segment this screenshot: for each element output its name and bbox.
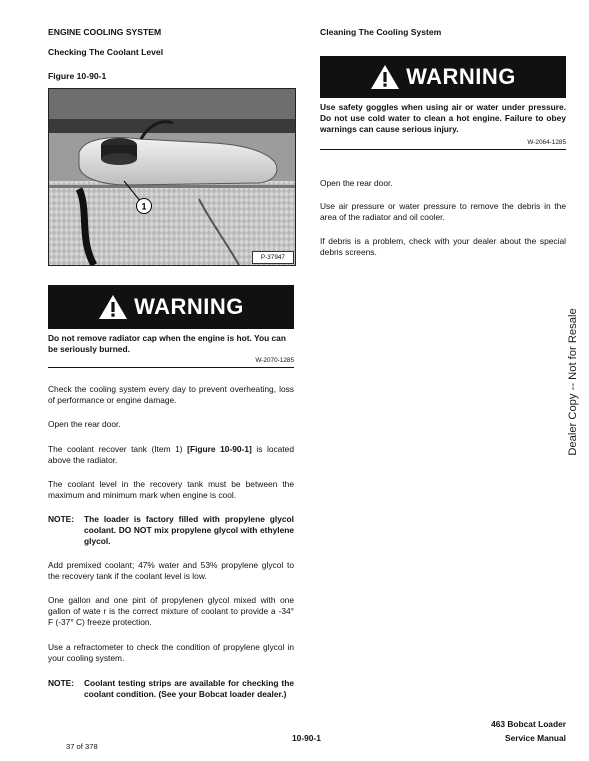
paragraph-premixed: Add premixed coolant; 47% water and 53% propylene glycol to the recovery tank if the coolant level is low.	[48, 560, 294, 582]
manual-line-1: 463 Bobcat Loader	[491, 719, 566, 729]
page-code: 10-90-1	[292, 733, 321, 743]
tank-location-text-b: is located above the radiator.	[48, 444, 294, 466]
paragraph-refractometer: Use a refractometer to check the condition of propylene glycol in your cooling system.	[48, 642, 294, 664]
warning-code: W-2070-1285	[48, 357, 294, 368]
note-text: Coolant testing strips are available for checking the coolant condition. (See your Bobcat loader dealer.)	[84, 678, 294, 700]
warning-text: Do not remove radiator cap when the engine is hot. You can be seriously burned.	[48, 333, 286, 354]
coolant-tank-figure	[48, 88, 296, 266]
page-count: 37 of 378	[66, 742, 98, 751]
section-title-right: Cleaning The Cooling System	[320, 27, 442, 37]
warning-triangle-icon	[370, 64, 400, 90]
subsection-title: Checking The Coolant Level	[48, 47, 164, 57]
paragraph-mixture: One gallon and one pint of propylenen glycol mixed with one gallon of wate r is the correct mixture of coolant to provide a -34° F (-37° C) freeze protection.	[48, 595, 294, 628]
paragraph-debris: If debris is a problem, check with your dealer about the special debris screens.	[320, 236, 566, 258]
warning-text: Use safety goggles when using air or water under pressure. Do not use cold water to clean a hot engine. Failure to obey warnings can cause serious injury.	[320, 102, 566, 134]
warning-header	[320, 56, 566, 98]
paragraph-tank-location	[48, 444, 294, 466]
warning-title: WARNING	[406, 64, 516, 89]
paragraph-open-door: Open the rear door.	[48, 419, 121, 429]
figure-reference: [Figure 10-90-1]	[187, 444, 252, 454]
tank-location-text-a: The coolant recover tank (Item 1)	[48, 444, 188, 454]
figure-code: P-37947	[252, 251, 294, 264]
note-label: NOTE:	[48, 514, 75, 524]
note-factory-fill	[48, 514, 294, 548]
warning-box-right	[320, 56, 566, 150]
callout-1: 1	[141, 201, 147, 212]
warning-header	[48, 285, 294, 329]
note-label: NOTE:	[48, 678, 75, 688]
paragraph-coolant-level: The coolant level in the recovery tank must be between the maximum and minimum mark when engine is cool.	[48, 479, 294, 501]
paragraph-air-pressure: Use air pressure or water pressure to remove the debris in the area of the radiator and oil cooler.	[320, 201, 566, 223]
warning-code: W-2064-1285	[320, 139, 566, 150]
paragraph-check: Check the cooling system every day to prevent overheating, loss of performance or engine damage.	[48, 384, 294, 406]
note-testing-strips	[48, 678, 294, 700]
warning-title: WARNING	[134, 294, 244, 319]
warning-box-left	[48, 285, 294, 368]
manual-line-2: Service Manual	[505, 733, 566, 743]
dealer-copy-watermark: Dealer Copy -- Not for Resale	[567, 308, 579, 456]
warning-triangle-icon	[98, 294, 128, 320]
figure-label: Figure 10-90-1	[48, 71, 107, 81]
paragraph-open-door-right: Open the rear door.	[320, 178, 393, 188]
coolant-tank-photo	[49, 89, 295, 265]
note-text: The loader is factory filled with propylene glycol coolant. DO NOT mix propylene glycol with ethylene glycol.	[84, 514, 294, 547]
section-title: ENGINE COOLING SYSTEM	[48, 27, 162, 37]
